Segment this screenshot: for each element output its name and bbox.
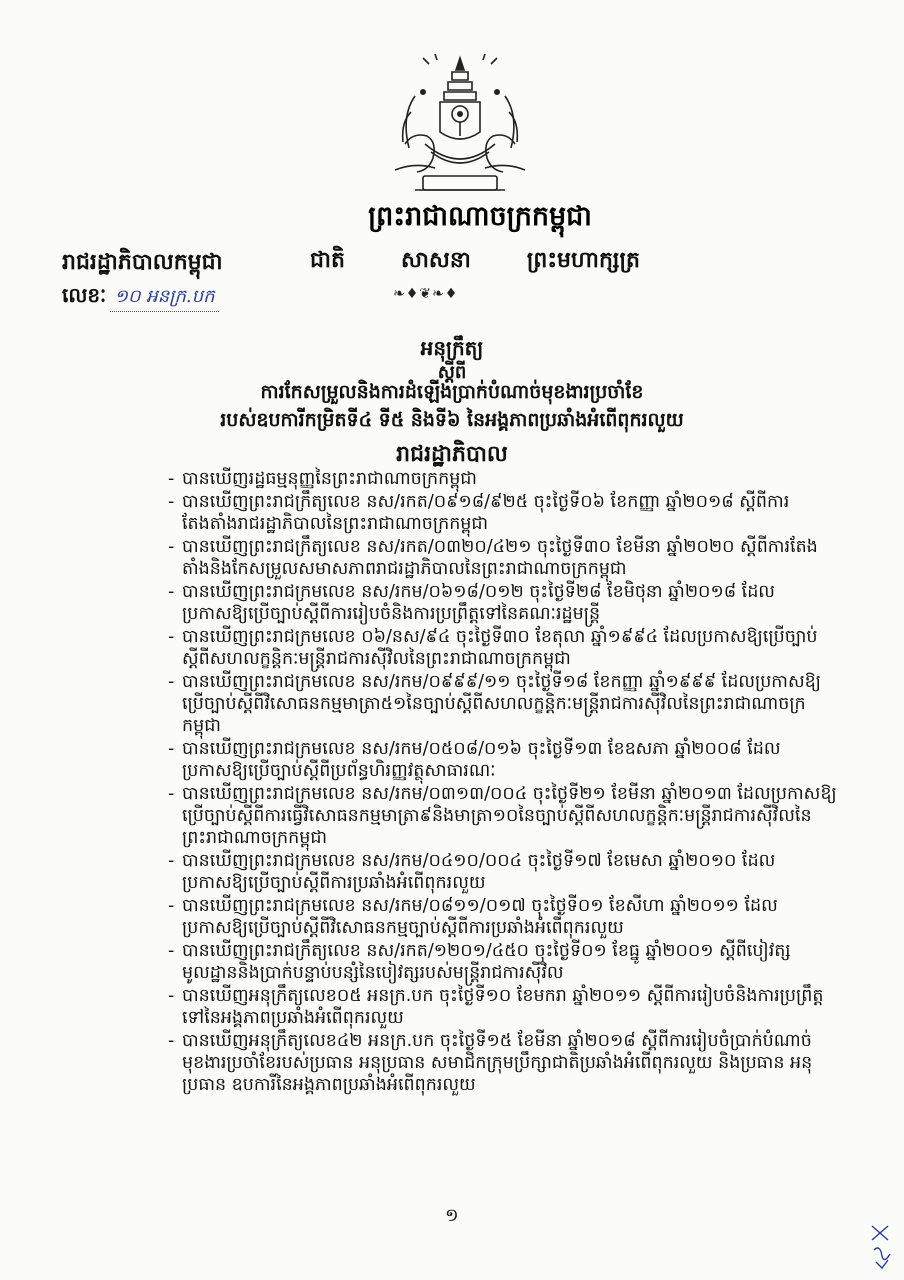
document-number: [62, 282, 219, 312]
document-number-label: លេខៈ: [62, 283, 107, 307]
list-item: - បានឃើញព្រះរាជក្រឹត្យលេខ នស/រកត/១២០១/៤៥០ ចុះថ្ងៃទី០១ ខែធ្នូ ឆ្នាំ២០០១ ស្តីពីបៀវត្សមូលដ្ឋាននិងប្រាក់បន្ទាប់បន្សំនៃបៀវត្សរបស់មន្ត្រីរាជការស៊ីវិល: [168, 940, 838, 984]
list-item: - បានឃើញព្រះរាជក្រមលេខ នស/រកម/០៣១៣/០០៤ ចុះថ្ងៃទី២១ ខែមីនា ឆ្នាំ២០១៣ ដែលប្រកាសឱ្យប្រើច្បាប់ស្តីពីការធ្វើវិសោធនកម្មមាត្រា៩និងមាត្រា១០នៃច្បាប់ស្តីពីសហលក្ខន្តិកៈមន្ត្រីរាជការស៊ីវិលនៃព្រះរាជាណាចក្រកម្ពុជា: [168, 783, 838, 849]
legal-basis-list: [168, 468, 838, 1097]
document-title-line1: ការកែសម្រួលនិងការដំឡើងប្រាក់បំណាច់មុខងារប្រចាំខែ: [260, 381, 644, 403]
page-number: ១: [445, 1205, 459, 1226]
national-motto: [310, 246, 640, 278]
list-item: - បានឃើញព្រះរាជក្រឹត្យលេខ នស/រកត/០៣២០/៤២១ ចុះថ្ងៃទី៣០ ខែមីនា ឆ្នាំ២០២០ ស្តីពីការតែងតាំងនិងកែសម្រួលសមាសភាពរាជរដ្ឋាភិបាលនៃព្រះរាជាណាចក្រកម្ពុជា: [168, 536, 838, 580]
list-item: - បានឃើញអនុក្រឹត្យលេខ៤២ អនក្រ.បក ចុះថ្ងៃទី១៥ ខែមីនា ឆ្នាំ២០១៨ ស្តីពីការរៀបចំប្រាក់បំណាច់មុខងារប្រចាំខែរបស់ប្រធាន អនុប្រធាន សមាជិកក្រុមប្រឹក្សាជាតិប្រឆាំងអំពើពុករលួយ និងប្រធាន អនុប្រធាន ឧបការីនៃអង្គភាពប្រឆាំងអំពើពុករលួយ: [168, 1030, 838, 1096]
document-about: ស្តីពី: [437, 362, 467, 383]
motto-religion: សាសនា: [400, 247, 471, 273]
document-title-line2: របស់ឧបការីកម្រិតទី៤ ទី៥ និងទី៦ នៃអង្គភាពប្រឆាំងអំពើពុករលួយ: [220, 409, 684, 431]
document-number-value: ១០ អនក្រ.បក: [110, 284, 218, 312]
list-item: - បានឃើញអនុក្រឹត្យលេខ០៥ អនក្រ.បក ចុះថ្ងៃទី១០ ខែមករា ឆ្នាំ២០១១ ស្តីពីការរៀបចំនិងការប្រព្រឹត្តទៅនៃអង្គភាពប្រឆាំងអំពើពុករលួយ: [168, 985, 838, 1029]
list-item: - បានឃើញព្រះរាជក្រមលេខ នស/រកម/០៥០៨/០១៦ ចុះថ្ងៃទី១៣ ខែឧសភា ឆ្នាំ២០០៨ ដែលប្រកាសឱ្យប្រើច្បាប់ស្តីពីប្រព័ន្ធហិរញ្ញវត្ថុសាធារណៈ: [168, 738, 838, 782]
document-type: អនុក្រឹត្យ: [420, 336, 484, 360]
list-item: - បានឃើញព្រះរាជក្រមលេខ នស/រកម/០៩៩៩/១១ ចុះថ្ងៃទី១៨ ខែកញ្ញា ឆ្នាំ១៩៩៩ ដែលប្រកាសឱ្យប្រើច្បាប់ស្តីពីវិសោធនកម្មមាត្រា៥១នៃច្បាប់ស្តីពីសហលក្ខន្តិកៈមន្ត្រីរាជការស៊ីវិលនៃព្រះរាជាណាចក្រកម្ពុជា: [168, 671, 838, 737]
list-item: - បានឃើញរដ្ឋធម្មនុញ្ញនៃព្រះរាជាណាចក្រកម្ពុជា: [168, 468, 838, 490]
kingdom-heading: ព្រះរាជាណាចក្រកម្ពុជា: [368, 201, 592, 232]
motto-king: ព្រះមហាក្សត្រ: [526, 247, 640, 273]
list-item: - បានឃើញព្រះរាជក្រមលេខ នស/រកម/០៤១០/០០៤ ចុះថ្ងៃទី១៧ ខែមេសា ឆ្នាំ២០១០ ដែលប្រកាសឱ្យប្រើច្បាប់ស្តីពីការប្រឆាំងអំពើពុករលួយ: [168, 850, 838, 894]
list-item: - បានឃើញព្រះរាជក្រមលេខ នស/រកម/០៦១៨/០១២ ចុះថ្ងៃទី២៨ ខែមិថុនា ឆ្នាំ២០១៨ ដែលប្រកាសឱ្យប្រើច្បាប់ស្តីពីការរៀបចំនិងការប្រព្រឹត្តទៅនៃគណៈរដ្ឋមន្ត្រី: [168, 581, 838, 625]
issuer-heading: រាជរដ្ឋាភិបាល: [396, 441, 508, 467]
royal-coat-of-arms-emblem: [385, 52, 535, 200]
motto-nation: ជាតិ: [310, 247, 345, 273]
issuing-government: រាជរដ្ឋាភិបាលកម្ពុជា: [62, 249, 223, 275]
decorative-ornament: ❧♦❦❧♦: [393, 286, 459, 302]
list-item: - បានឃើញព្រះរាជក្រមលេខ ០៦/នស/៩៤ ចុះថ្ងៃទី៣០ ខែតុលា ឆ្នាំ១៩៩៤ ដែលប្រកាសឱ្យប្រើច្បាប់ស្តីពីសហលក្ខន្តិកៈមន្ត្រីរាជការស៊ីវិលនៃព្រះរាជាណាចក្រកម្ពុជា: [168, 626, 838, 670]
list-item: - បានឃើញព្រះរាជក្រឹត្យលេខ នស/រកត/០៩១៨/៩២៥ ចុះថ្ងៃទី០៦ ខែកញ្ញា ឆ្នាំ២០១៨ ស្តីពីការតែងតាំងរាជរដ្ឋាភិបាលនៃព្រះរាជាណាចក្រកម្ពុជា: [168, 491, 838, 535]
list-item: - បានឃើញព្រះរាជក្រមលេខ នស/រកម/០៨១១/០១៧ ចុះថ្ងៃទី០១ ខែសីហា ឆ្នាំ២០១១ ដែលប្រកាសឱ្យប្រើច្បាប់ស្តីពីវិសោធនកម្មច្បាប់ស្តីពីការប្រឆាំងអំពើពុករលួយ: [168, 895, 838, 939]
handwritten-initial-mark: [868, 1222, 894, 1272]
